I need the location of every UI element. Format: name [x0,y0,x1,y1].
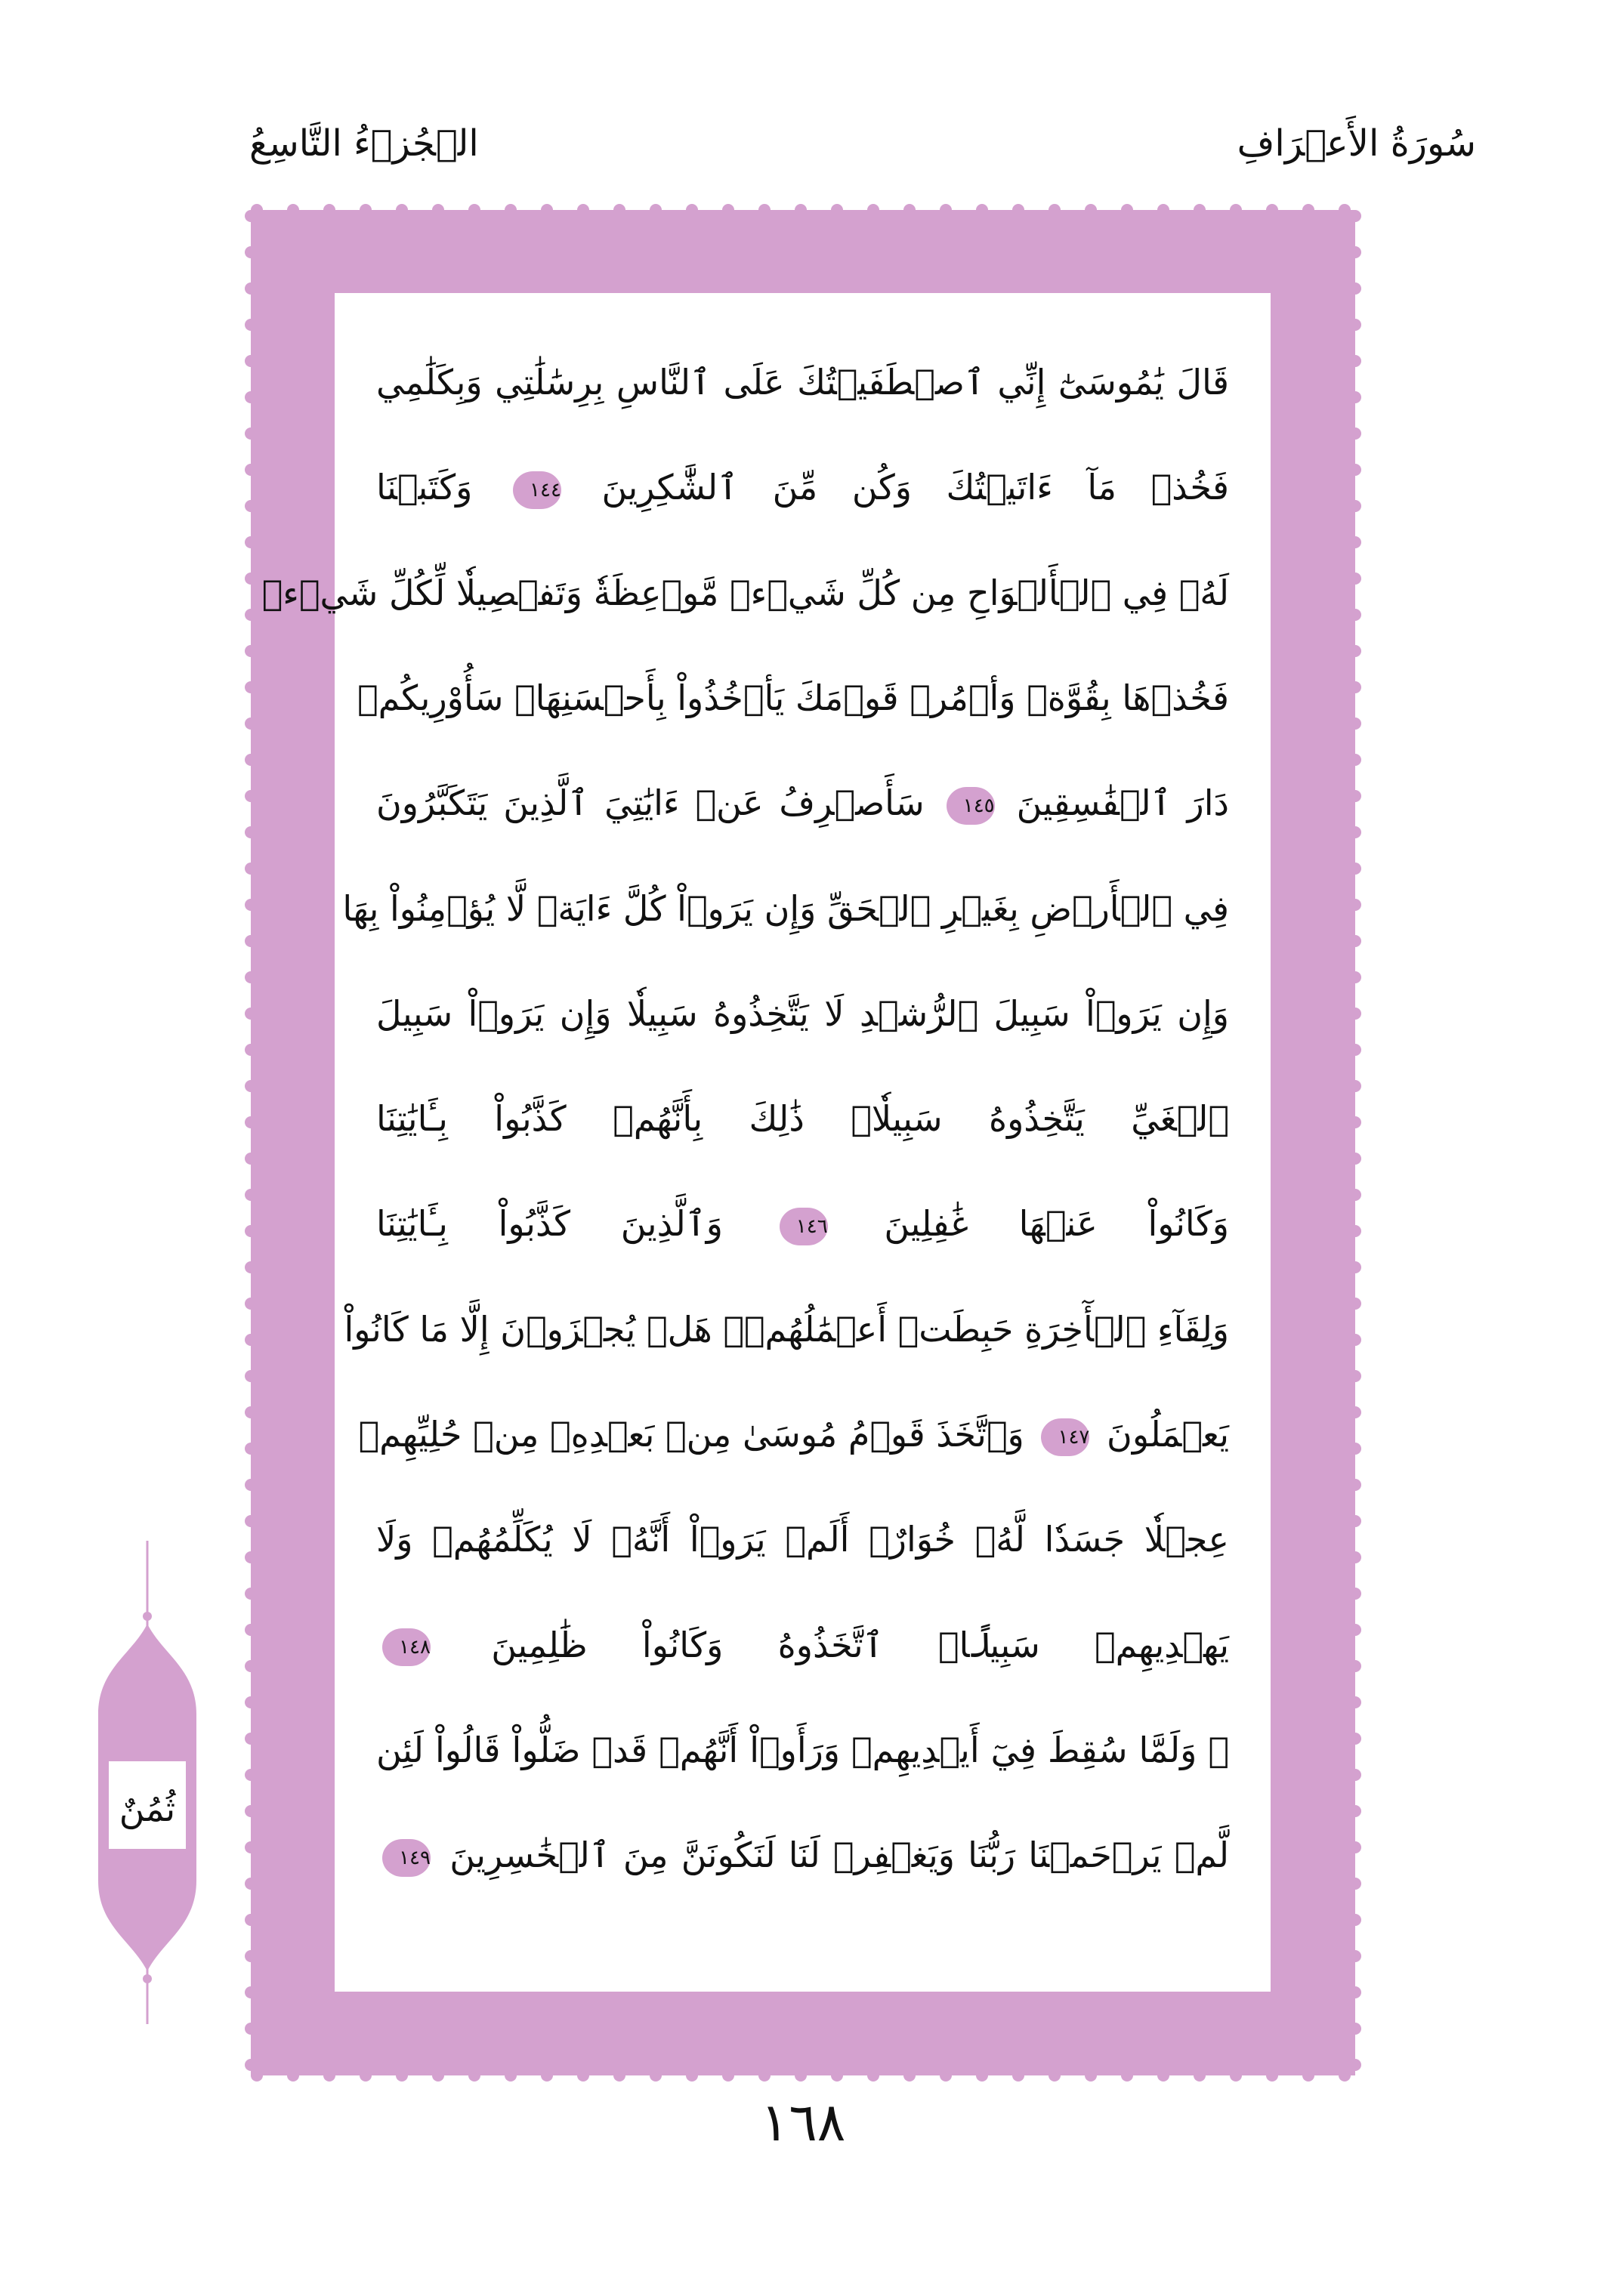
verse-text: عِجۡلٗا جَسَدٗا لَّهُۥ خُوَارٌۚ أَلَمۡ يَرَوۡاْ أَنَّهُۥ لَا يُكَلِّمُهُمۡ وَلَا [376,1519,1229,1560]
verse-line [376,434,1229,540]
verse-text: فَخُذۡ مَآ ءَاتَيۡتُكَ وَكُن مِّنَ ٱلشَّٰكِرِينَ [601,467,1229,508]
verse-text: وَكَانُواْ عَنۡهَا غَٰفِلِينَ [884,1203,1229,1245]
verse-text: فِي ٱلۡأَرۡضِ بِغَيۡرِ ٱلۡحَقِّ وَإِن يَرَوۡاْ كُلَّ ءَايَةٖ لَّا يُؤۡمِنُواْ بِهَا [342,887,1229,929]
verse-line [261,540,1229,646]
verse-line [376,329,1229,435]
page-number: ١٦٨ [760,2091,846,2153]
verse-number-marker: ١٤٥ [947,787,995,825]
verse-text: وَٱتَّخَذَ قَوۡمُ مُوسَىٰ مِنۢ بَعۡدِهِۦ مِنۡ حُلِيِّهِمۡ [358,1414,1024,1455]
verse-line [376,750,1229,856]
verse-number-marker: ١٤٤ [513,471,561,509]
verse-text: وَٱلَّذِينَ كَذَّبُواْ بِـَٔايَٰتِنَا [376,1203,723,1245]
verse-number-marker: ١٤٨ [382,1628,431,1666]
verse-text: يَهۡدِيهِمۡ سَبِيلًاۘ ٱتَّخَذُوهُ وَكَانُواْ ظَٰلِمِينَ [491,1624,1230,1665]
juz-name: الۡجُزۡءُ التَّاسِعُ [249,122,479,165]
verse-number-marker: ١٤٩ [382,1839,431,1877]
verse-text: قَالَ يَٰمُوسَىٰٓ إِنِّي ٱصۡطَفَيۡتُكَ عَلَى ٱلنَّاسِ بِرِسَٰلَٰتِي وَبِكَلَٰمِي [376,362,1229,403]
thumn-marker-label: ثُمُنٌ [119,1788,176,1829]
verse-text: لَّمۡ يَرۡحَمۡنَا رَبُّنَا وَيَغۡفِرۡ لَنَا لَنَكُونَنَّ مِنَ ٱلۡخَٰسِرِينَ [449,1835,1230,1876]
verse-line [376,1592,1229,1698]
verse-number-marker: ١٤٧ [1041,1418,1089,1456]
verse-line [376,1486,1229,1592]
verse-line [344,1276,1229,1382]
text-panel [261,293,1271,1992]
verse-line [357,645,1229,751]
verse-text: دَارَ ٱلۡفَٰسِقِينَ [1016,782,1229,824]
verse-lines [261,329,1230,1961]
verse-number-marker: ١٤٦ [780,1208,828,1245]
surah-name: سُورَةُ الأَعۡرَافِ [1237,122,1476,165]
verse-text: وَكَتَبۡنَا [376,467,473,508]
verse-line [376,961,1229,1066]
verse-text: يَعۡمَلُونَ [1107,1414,1229,1455]
verse-text: وَإِن يَرَوۡاْ سَبِيلَ ٱلرُّشۡدِ لَا يَتَّخِذُوهُ سَبِيلٗا وَإِن يَرَوۡاْ سَبِيلَ [376,992,1229,1034]
verse-text: لَهُۥ فِي ٱلۡأَلۡوَاحِ مِن كُلِّ شَيۡءٖ مَّوۡعِظَةٗ وَتَفۡصِيلٗا لِّكُلِّ شَيۡءٖ [261,572,1229,613]
verse-text: وَلِقَآءِ ٱلۡأٓخِرَةِ حَبِطَتۡ أَعۡمَٰلُهُمۡۚ هَلۡ يُجۡزَوۡنَ إِلَّا مَا كَانُواْ [344,1308,1229,1350]
verse-line [376,1066,1229,1171]
verse-line [358,1381,1229,1487]
verse-text: فَخُذۡهَا بِقُوَّةٖ وَأۡمُرۡ قَوۡمَكَ يَأۡخُذُواْ بِأَحۡسَنِهَاۚ سَأُوْرِيكُمۡ [357,677,1229,718]
verse-line [342,856,1229,961]
verse-line [376,1697,1229,1803]
verse-text: ۞ وَلَمَّا سُقِطَ فِيٓ أَيۡدِيهِمۡ وَرَأَوۡاْ أَنَّهُمۡ قَدۡ ضَلُّواْ قَالُواْ لَئِن [376,1729,1229,1770]
verse-line [376,1171,1229,1276]
verse-text: ٱلۡغَيِّ يَتَّخِذُوهُ سَبِيلٗاۚ ذَٰلِكَ بِأَنَّهُمۡ كَذَّبُواْ بِـَٔايَٰتِنَا [376,1098,1229,1140]
verse-text: سَأَصۡرِفُ عَنۡ ءَايَٰتِيَ ٱلَّذِينَ يَتَكَبَّرُونَ [376,782,925,824]
verse-line [376,1802,1229,1908]
